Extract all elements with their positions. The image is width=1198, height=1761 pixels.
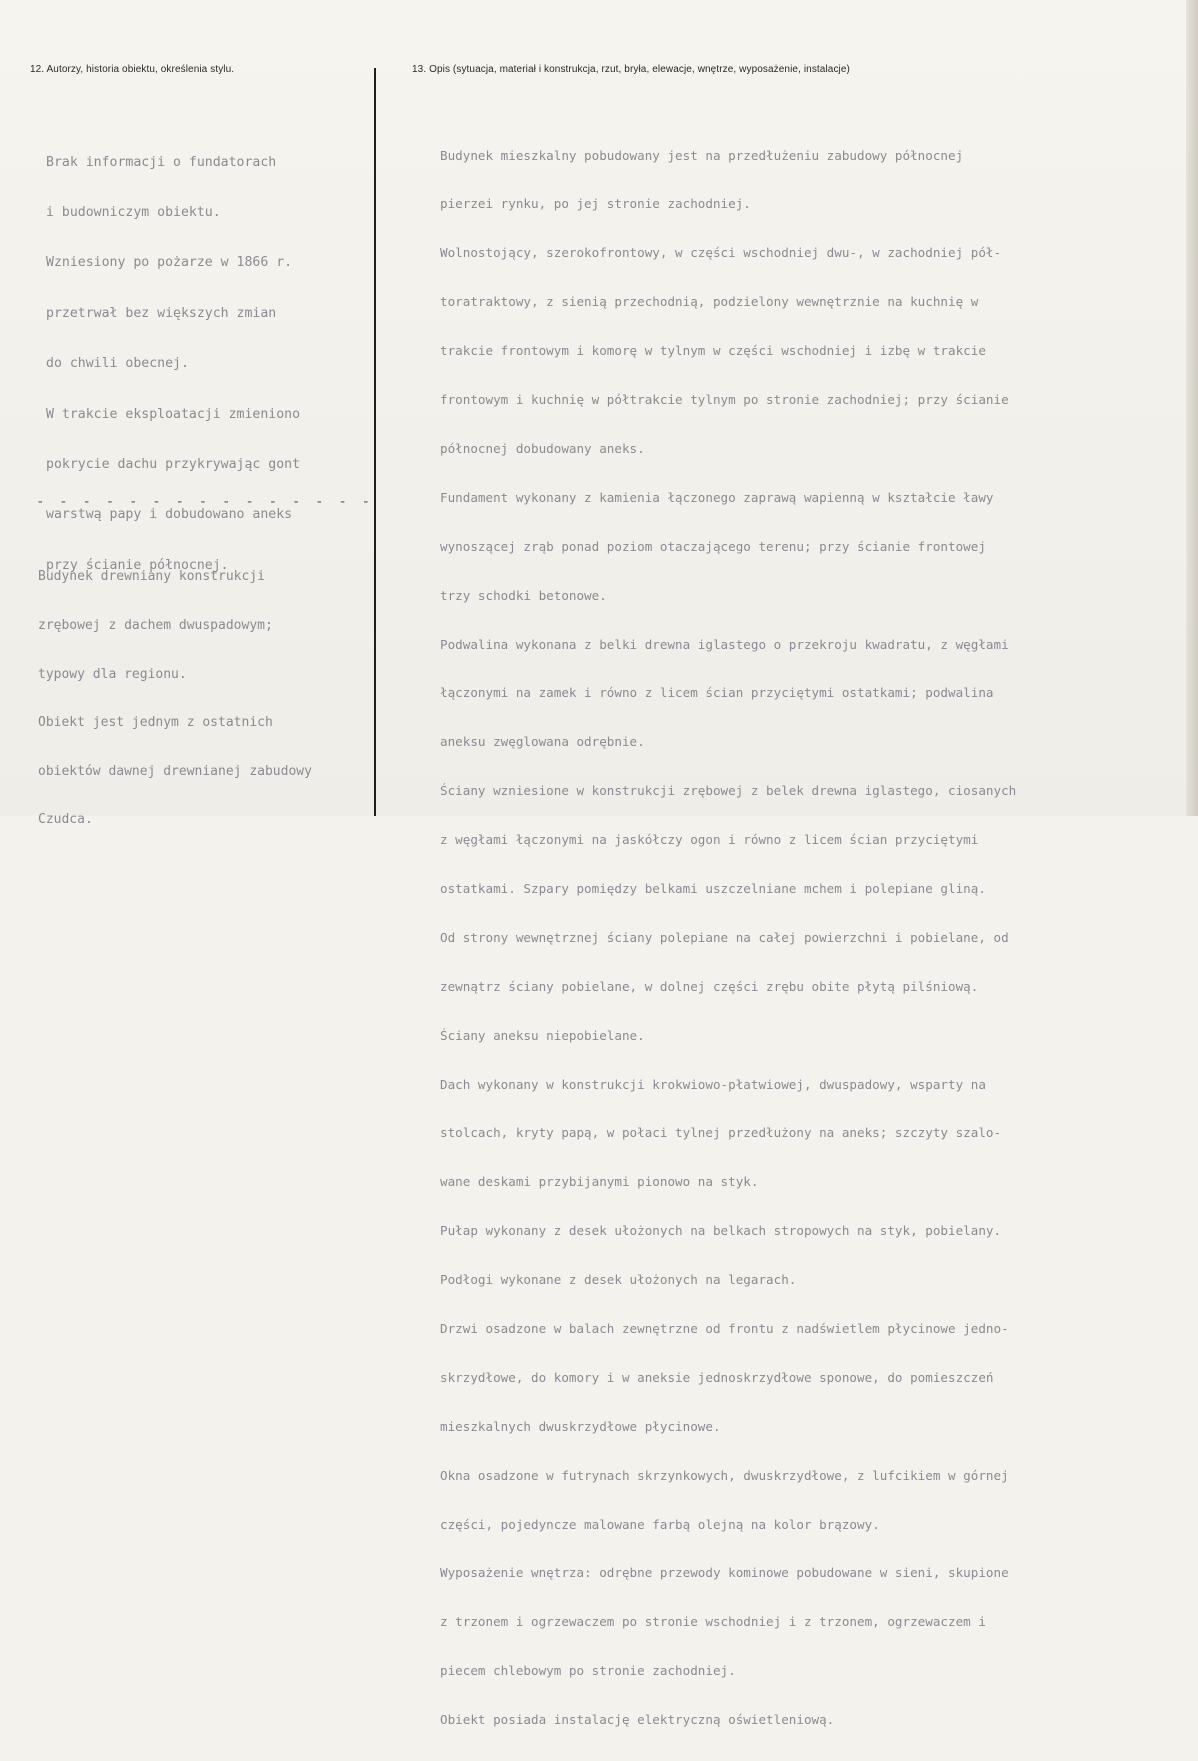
text-line: ostatkami. Szpary pomiędzy belkami uszczelniane mchem i polepiane gliną. [440,880,986,896]
text-line: zewnątrz ściany pobielane, w dolnej części zrębu obite płytą pilśniową. [440,978,979,994]
text-line: Budynek drewniany konstrukcji [38,569,265,585]
text-line: przy ścianie północnej. [46,557,229,573]
text-line: frontowym i kuchnię w półtrakcie tylnym po stronie zachodniej; przy ścianie [440,392,1009,408]
section-12-header: 12. Autorzy, historia obiektu, określenia stylu. [30,64,235,75]
text-line: Brak informacji o fundatorach [46,154,277,170]
text-line: pokrycie dachu przykrywając gont [46,456,301,472]
text-line: łączonymi na zamek i równo z licem ścian przyciętymi ostatkami; podwalina [440,685,994,701]
column-divider [374,68,376,816]
text-line: skrzydłowe, do komory i w aneksie jednoskrzydłowe sponowe, do pomieszczeń [440,1369,994,1385]
dashed-separator: - - - - - - - - - - - - - - - [36,494,374,510]
text-line: trakcie frontowym i komorę w tylnym w części wschodniej i izbę w trakcie [440,343,986,359]
text-line: obiektów dawnej drewnianej zabudowy [38,763,312,779]
text-line: Ściany aneksu niepobielane. [440,1027,645,1043]
description-text [440,115,1016,1761]
text-line: Okna osadzone w futrynach skrzynkowych, dwuskrzydłowe, z lufcikiem w górnej [440,1467,1009,1483]
page-edge-shadow [1186,0,1198,816]
text-line: wynoszącej zrąb ponad poziom otaczającego terenu; przy ścianie frontowej [440,538,986,554]
text-line: pierzei rynku, po jej stronie zachodniej. [440,196,751,212]
text-line: Od strony wewnętrznej ściany polepiane na całej powierzchni i pobielane, od [440,929,1009,945]
text-line: stolcach, kryty papą, w połaci tylnej przedłużony na aneks; szczyty szalo- [440,1125,1002,1141]
text-line: mieszkalnych dwuskrzydłowe płycinowe. [440,1418,721,1434]
text-line: do chwili obecnej. [46,356,189,372]
text-line: Podwalina wykonana z belki drewna iglastego o przekroju kwadratu, z węgłami [440,636,1009,652]
section-13-header: 13. Opis (sytuacja, materiał i konstrukcja, rzut, bryła, elewacje, wnętrze, wyposażenie, instalacje) [412,64,850,75]
text-line: przetrwał bez większych zmian [46,305,277,321]
text-line: Wolnostojący, szerokofrontowy, w części wschodniej dwu-, w zachodniej pół- [440,245,1002,261]
text-line: z trzonem i ogrzewaczem po stronie wschodniej i z trzonem, ogrzewaczem i [440,1614,986,1630]
text-line: trzy schodki betonowe. [440,587,607,603]
history-text [46,121,300,608]
text-line: Pułap wykonany z desek ułożonych na belkach stropowych na styk, pobielany. [440,1223,1002,1239]
text-line: W trakcie eksploatacji zmieniono [46,406,301,422]
text-line: Obiekt jest jednym z ostatnich [38,715,273,731]
text-line: warstwą papy i dobudowano aneks [46,507,293,523]
text-line: części, pojedyncze malowane farbą olejną na kolor brązowy. [440,1516,880,1532]
text-line: z węgłami łączonymi na jaskółczy ogon i równo z licem ścian przyciętymi [440,832,979,848]
text-line: Wzniesiony po pożarze w 1866 r. [46,255,293,271]
text-line: typowy dla regionu. [38,666,187,682]
text-line: Podłogi wykonane z desek ułożonych na legarach. [440,1272,797,1288]
text-line: Obiekt posiada instalację elektryczną oświetleniową. [440,1712,835,1728]
style-text [38,537,312,861]
text-line: Dach wykonany w konstrukcji krokwiowo-płatwiowej, dwuspadowy, wsparty na [440,1076,986,1092]
text-line: i budowniczym obiektu. [46,204,221,220]
text-line: Czudca. [38,812,93,828]
text-line: Drzwi osadzone w balach zewnętrzne od frontu z nadświetlem płycinowe jedno- [440,1320,1009,1336]
text-line: Fundament wykonany z kamienia łączonego zaprawą wapienną w kształcie ławy [440,489,994,505]
text-line: Wyposażenie wnętrza: odrębne przewody kominowe pobudowane w sieni, skupione [440,1565,1009,1581]
text-line: toratraktowy, z sienią przechodnią, podzielony wewnętrznie na kuchnię w [440,294,979,310]
text-line: północnej dobudowany aneks. [440,440,645,456]
text-line: Budynek mieszkalny pobudowany jest na przedłużeniu zabudowy północnej [440,147,964,163]
text-line: wane deskami przybijanymi pionowo na styk. [440,1174,759,1190]
text-line: Ściany wzniesione w konstrukcji zrębowej z belek drewna iglastego, ciosanych [440,783,1017,799]
text-line: aneksu zwęglowana odrębnie. [440,734,645,750]
text-line: piecem chlebowym po stronie zachodniej. [440,1663,736,1679]
text-line: zrębowej z dachem dwuspadowym; [38,618,273,634]
